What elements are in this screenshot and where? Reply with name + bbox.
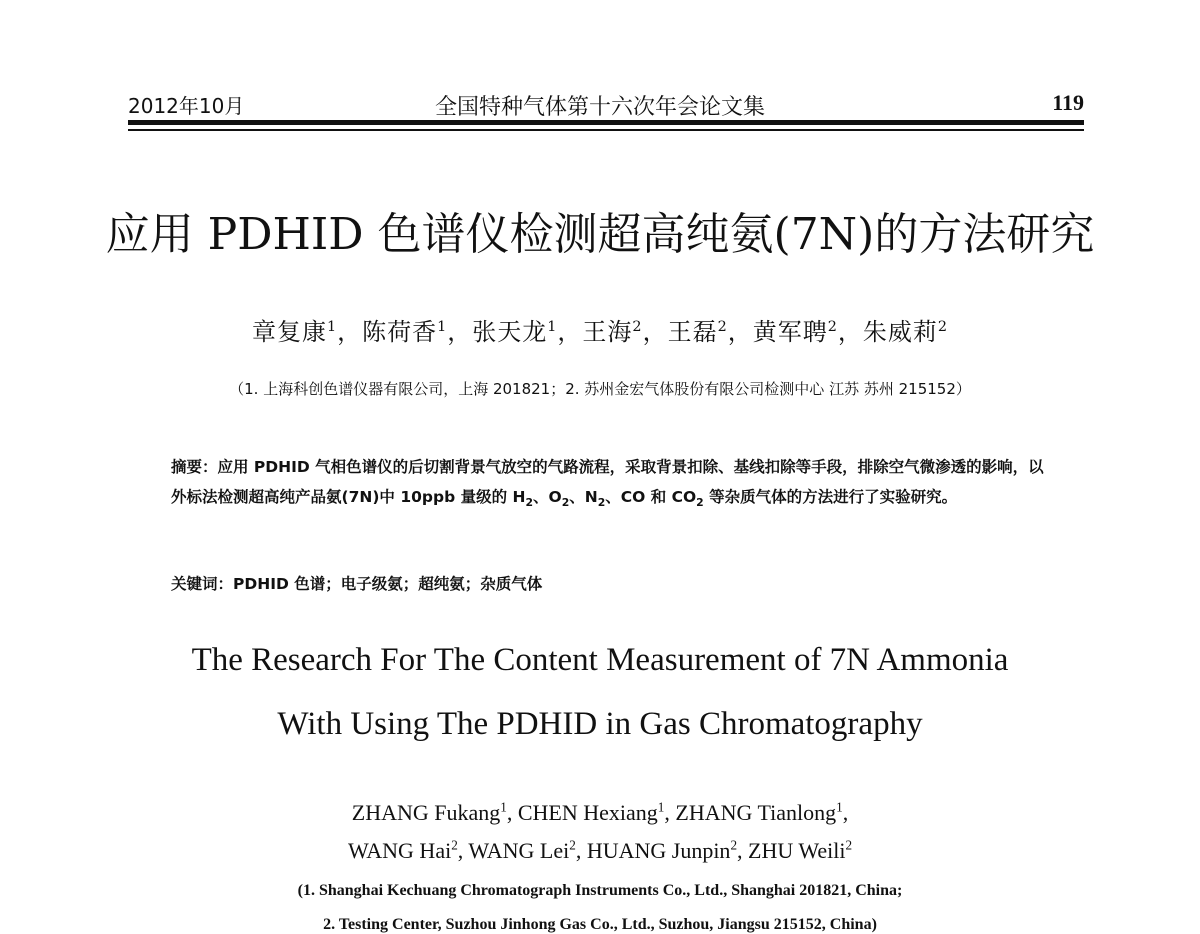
- keywords: [171, 572, 1051, 594]
- abstract-text: 、O: [533, 488, 562, 506]
- author-name-cn: 陈荷香: [362, 318, 438, 346]
- author-separator: ，: [642, 318, 668, 346]
- subscript: 2: [525, 496, 533, 510]
- author-name-cn: 张天龙: [472, 318, 548, 346]
- subscript: 2: [561, 496, 570, 510]
- abstract: [171, 452, 1051, 512]
- abstract-text: 、N: [569, 488, 598, 506]
- author-name-cn: 朱威莉: [862, 318, 938, 346]
- author-name-en: WANG Hai: [347, 838, 452, 863]
- author-name-en: WANG Lei: [468, 838, 570, 863]
- author-separator: ，: [337, 318, 363, 346]
- author-name-cn: 王海: [582, 318, 633, 346]
- author-name-en: CHEN Hexiang: [517, 800, 658, 825]
- author-name-en: ZHU Weili: [748, 838, 846, 863]
- author-separator: ,: [737, 838, 749, 863]
- paper-title-en-line-2: With Using The PDHID in Gas Chromatography: [277, 706, 923, 742]
- abstract-text: 应用 PDHID 气相色谱仪的后切割背景气放空的气路流程，采取背景扣除、基线扣除等手段，排除空气微渗透的影响，以外标法检测超高纯产品氨(7N)中 10ppb 量级的 H: [171, 458, 1044, 506]
- keywords-text: PDHID 色谱；电子级氨；超纯氨；杂质气体: [233, 575, 543, 593]
- author-separator: ,: [457, 838, 469, 863]
- author-name-en: ZHANG Fukang: [351, 800, 501, 825]
- header-page-number: 119: [1052, 90, 1084, 115]
- author-name-cn: 黄军聘: [752, 318, 828, 346]
- authors-en-line-1: [0, 800, 1200, 826]
- author-separator: ，: [447, 318, 473, 346]
- abstract-label: 摘要：: [171, 458, 218, 476]
- author-name-en: ZHANG Tianlong: [675, 800, 837, 825]
- authors-en-line-2: [0, 838, 1200, 864]
- authors-cn: [0, 312, 1200, 347]
- affiliation-marker: 1: [500, 799, 507, 815]
- affiliation-marker: 2: [717, 319, 728, 335]
- affiliation-cn: （1. 上海科创色谱仪器有限公司，上海 201821；2. 苏州金宏气体股份有限公司检测中心 江苏 苏州 215152）: [229, 380, 971, 398]
- affiliation-marker: 1: [326, 319, 338, 335]
- affiliation-marker: 2: [937, 319, 949, 335]
- author-separator: ,: [506, 800, 518, 825]
- affiliation-marker: 1: [657, 799, 665, 815]
- affiliation-en-1: (1. Shanghai Kechuang Chromatograph Instruments Co., Ltd., Shanghai 201821, China;: [297, 882, 903, 899]
- paper-title-en-line-1: The Research For The Content Measurement of 7N Ammonia: [191, 642, 1009, 678]
- author-separator: ，: [727, 318, 753, 346]
- subscript: 2: [597, 496, 606, 510]
- author-name-en: HUANG Junpin: [586, 838, 731, 863]
- header-date: 2012年10月: [128, 94, 245, 118]
- affiliation-marker: 2: [827, 319, 838, 335]
- paper-title-cn: 应用 PDHID 色谱仪检测超高纯氨(7N)的方法研究: [105, 209, 1095, 260]
- affiliation-marker: 2: [632, 319, 643, 335]
- author-name-cn: 王磊: [667, 318, 718, 346]
- author-separator: ,: [842, 800, 849, 825]
- subscript: 2: [696, 496, 704, 510]
- affiliation-en-2: 2. Testing Center, Suzhou Jinhong Gas Co., Ltd., Suzhou, Jiangsu 215152, China): [323, 916, 877, 933]
- affiliation-marker: 1: [836, 799, 843, 815]
- author-separator: ，: [557, 318, 583, 346]
- affiliation-marker: 2: [845, 837, 853, 853]
- author-separator: ，: [837, 318, 863, 346]
- header-rule-thin: [128, 129, 1084, 131]
- keywords-label: 关键词：: [171, 575, 234, 593]
- affiliation-marker: 1: [437, 319, 448, 335]
- abstract-text: 等杂质气体的方法进行了实验研究。: [703, 488, 958, 506]
- affiliation-marker: 2: [569, 837, 576, 853]
- abstract-text: 、CO 和 CO: [605, 488, 697, 506]
- header-rule-thick: [128, 120, 1084, 125]
- author-name-cn: 章复康: [251, 318, 327, 346]
- author-separator: ,: [575, 838, 587, 863]
- author-separator: ,: [664, 800, 676, 825]
- header-journal-title: 全国特种气体第十六次年会论文集: [434, 95, 765, 120]
- affiliation-marker: 2: [451, 837, 458, 853]
- affiliation-marker: 2: [730, 837, 738, 853]
- affiliation-marker: 1: [547, 319, 558, 335]
